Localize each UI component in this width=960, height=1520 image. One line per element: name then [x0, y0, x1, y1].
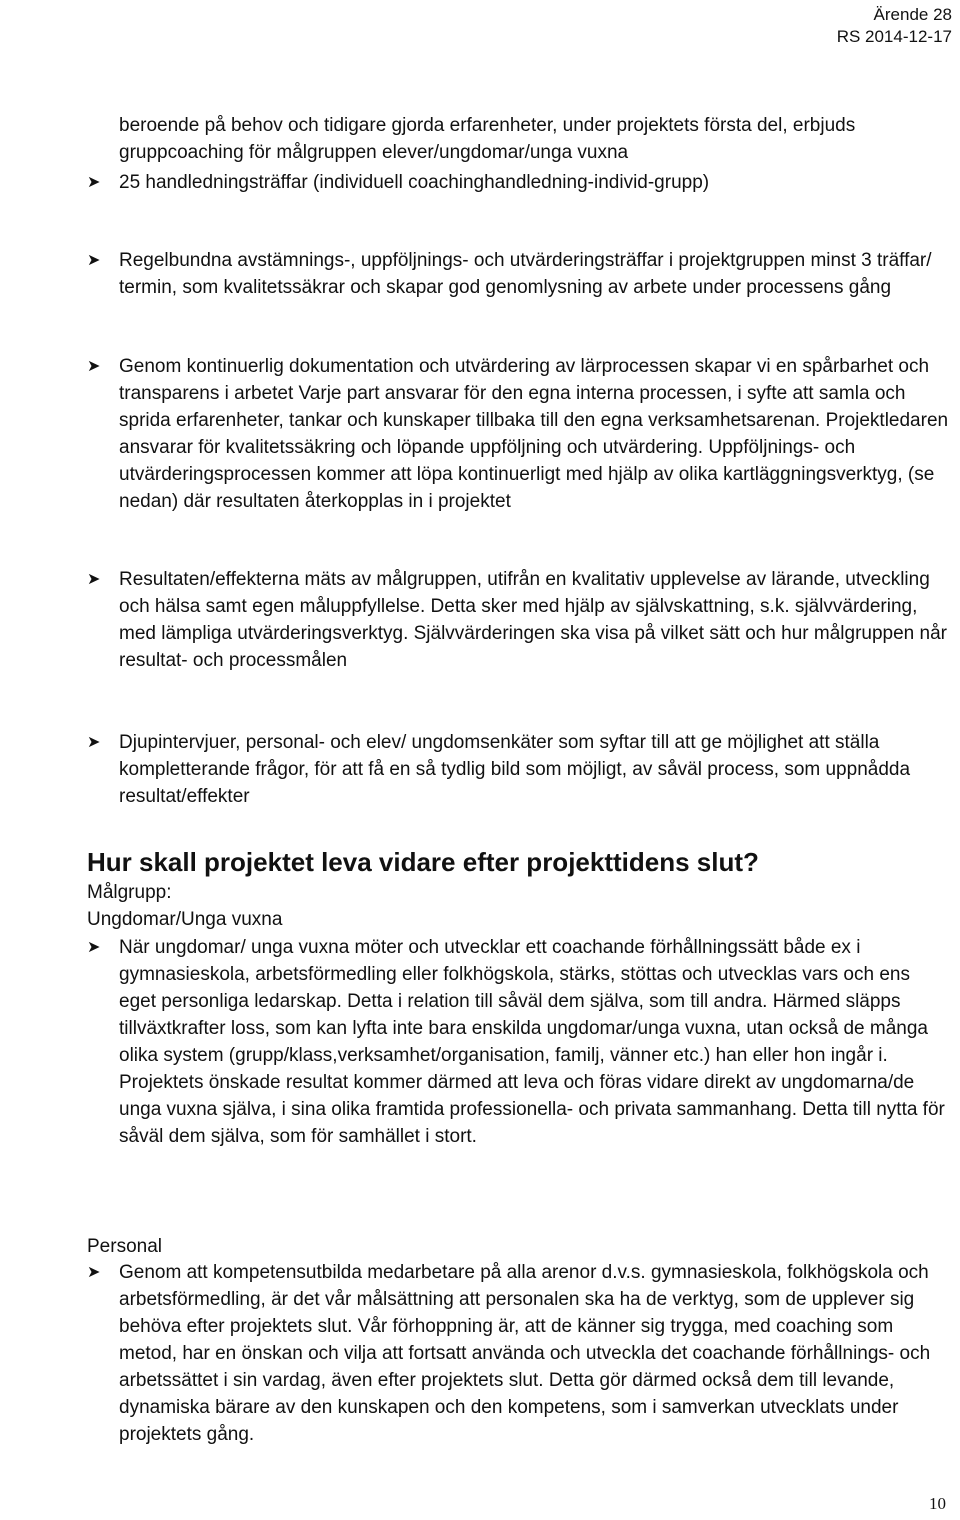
list-item — [87, 566, 949, 674]
arrowhead-bullet-icon: ➤ — [87, 358, 101, 375]
list-item — [87, 247, 949, 301]
list-item — [87, 169, 949, 196]
list-item-text: Genom att kompetensutbilda medarbetare på alla arenor d.v.s. gymnasieskola, folkhögskola och arbetsförmedling, är det vår målsättning att personalen ska ha de verktyg, som de upplever sig behöva efter projektets slut. Vår förhoppning är, att de känner sig trygga, med coaching som metod, har en önskan och vilja att fortsatt använda och utveckla det coachande förhållnings- och arbetssättet i sin vardag, även efter projektets slut. Detta gör därmed också dem till levande, dynamiska bärare av den kunskapen och den kompetens, som i samverkan utvecklats under projektets gång. — [119, 1262, 931, 1445]
list-item-text: 25 handledningsträffar (individuell coachinghandledning-individ-grupp) — [119, 172, 710, 193]
arrowhead-bullet-icon: ➤ — [87, 1264, 101, 1281]
list-item — [87, 353, 949, 515]
arrowhead-bullet-icon: ➤ — [87, 734, 101, 751]
list-item-text: När ungdomar/ unga vuxna möter och utvecklar ett coachande förhållningssätt både ex i gymnasieskola, arbetsförmedling eller folkhögskola, stärks, stöttas och utvecklas vars och ens eget personliga ledarskap. Detta i relation till såväl dem själva, som till andra. Härmed släpps tillväxtkrafter loss, som kan lyfta inte bara enskilda ungdomar/unga vuxna, utan också de många olika system (grupp/klass,verksamhet/organisation, familj, vänner etc.) han eller hon ingår i. Projektets önskade resultat kommer därmed att leva och föras vidare direkt av ungdomarna/de unga vuxna själva, i sina olika framtida professionella- och privata sammanhang. Detta till nytta för såväl dem själva, som för samhället i stort. — [119, 937, 945, 1147]
list-item-text: Djupintervjuer, personal- och elev/ ungdomsenkäter som syftar till att ge möjlighet att ställa kompletterande frågor, för att få en så tydlig bild som möjligt, av såväl process, som uppnådda resultat/effekter — [119, 732, 911, 807]
section-heading: Hur skall projektet leva vidare efter projekttidens slut? — [87, 847, 759, 877]
list-item — [87, 729, 949, 810]
case-number: Ärende 28 — [873, 5, 952, 24]
intro-paragraph: beroende på behov och tidigare gjorda erfarenheter, under projektets första del, erbjuds gruppcoaching för målgruppen elever/ungdomar/unga vuxna — [119, 115, 856, 163]
list-item — [87, 934, 949, 1150]
document-reference: RS 2014-12-17 — [836, 27, 952, 46]
list-item-text: Regelbundna avstämnings-, uppföljnings- och utvärderingsträffar i projektgruppen minst 3 träffar/ termin, som kvalitetssäkrar och skapar god genomlysning av arbete under processens gång — [119, 250, 932, 298]
list-item — [87, 1259, 949, 1448]
target-group-label: Målgrupp: — [87, 882, 172, 903]
arrowhead-bullet-icon: ➤ — [87, 252, 101, 269]
personal-subheading: Personal — [87, 1236, 162, 1257]
arrowhead-bullet-icon: ➤ — [87, 939, 101, 956]
youth-subheading: Ungdomar/Unga vuxna — [87, 909, 283, 930]
list-item-text: Resultaten/effekterna mäts av målgruppen, utifrån en kvalitativ upplevelse av lärande, utveckling och hälsa samt egen måluppfyllelse. Detta sker med hjälp av självskattning, s.k. självvärdering, med lämpliga utvärderingsverktyg. Självvärderingen ska visa på vilket sätt och hur målgruppen når resultat- och processmålen — [119, 569, 947, 671]
arrowhead-bullet-icon: ➤ — [87, 174, 101, 191]
list-item-text: Genom kontinuerlig dokumentation och utvärdering av lärprocessen skapar vi en spårbarhet och transparens i arbetet Varje part ansvarar för den egna interna processen, i syfte att samla och sprida erfarenheter, tankar och kunskaper tillbaka till den egna verksamhetsarenan. Projektledaren ansvarar för kvalitetssäkring och löpande uppföljning och utvärdering. Uppföljnings- och utvärderingsprocessen kommer att löpa kontinuerligt med hjälp av olika kartläggningsverktyg, (se nedan) där resultaten återkopplas in i projektet — [119, 356, 949, 512]
arrowhead-bullet-icon: ➤ — [87, 571, 101, 588]
page-number: 10 — [929, 1494, 946, 1513]
page-header — [837, 4, 952, 48]
